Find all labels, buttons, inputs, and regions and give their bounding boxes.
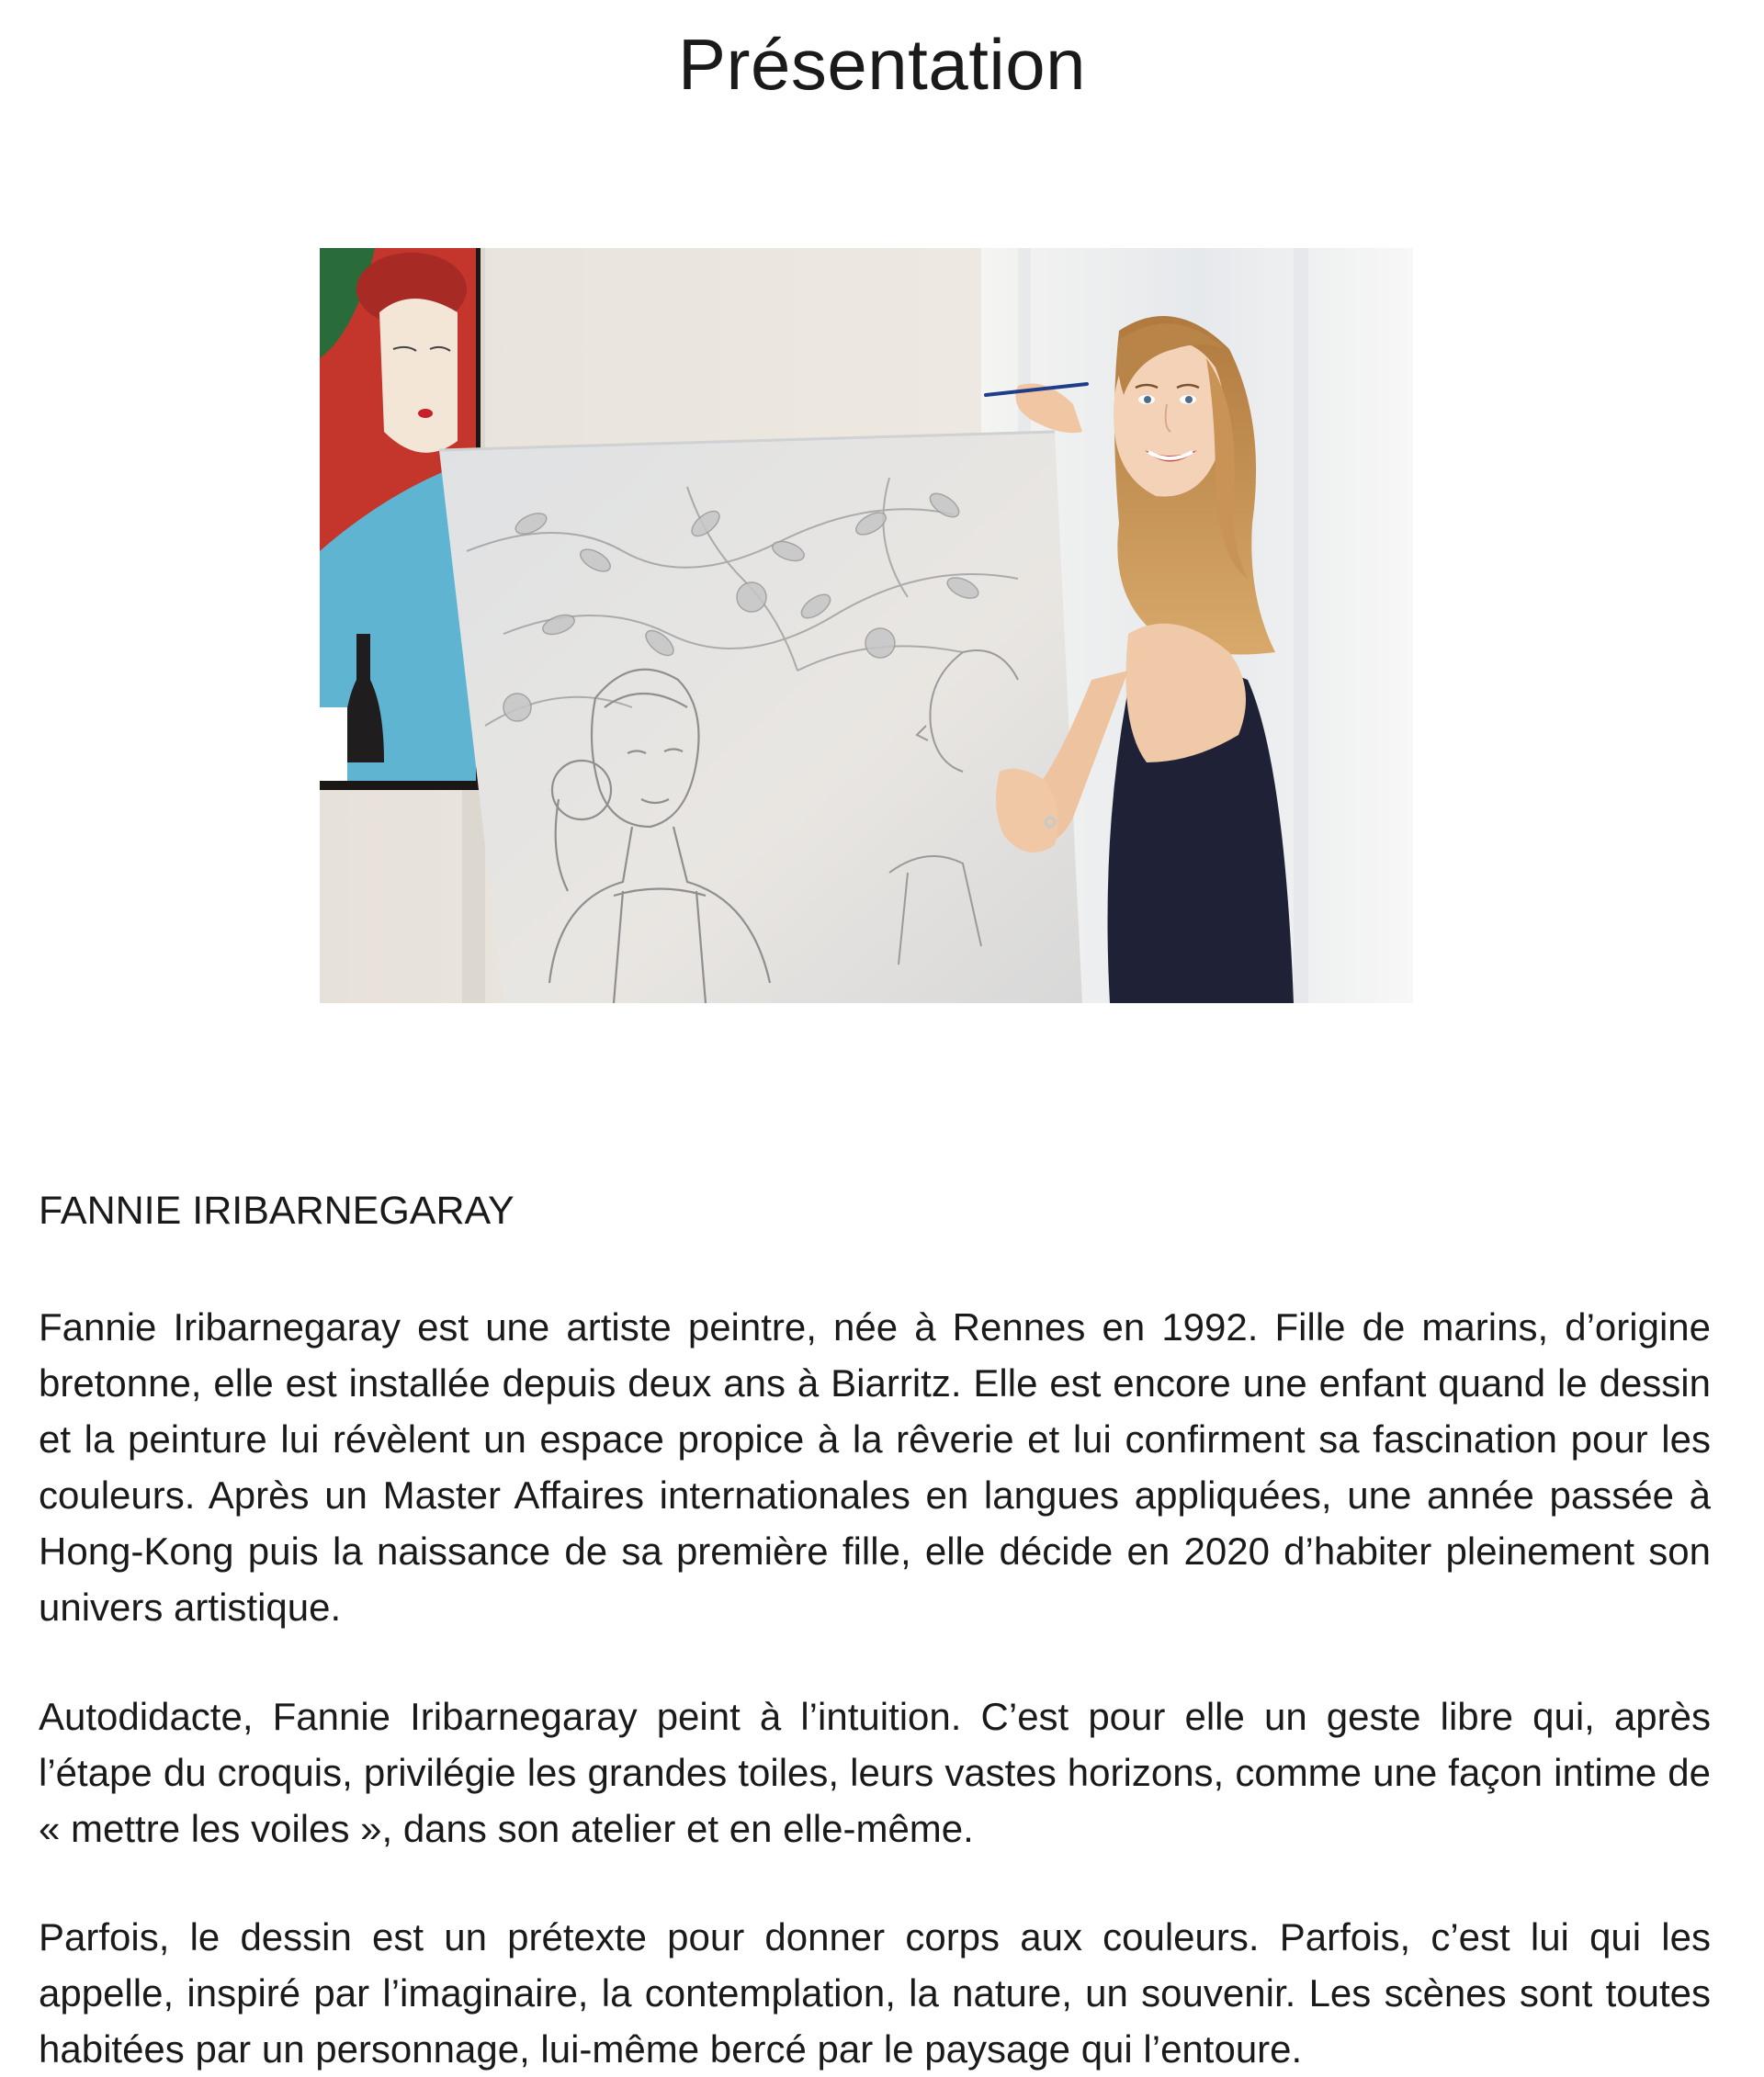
bio-paragraph-3: Parfois, le dessin est un prétexte pour donner corps aux couleurs. Parfois, c’est lui qui les appelle, inspiré par l’imaginaire, la contemplation, la nature, un souvenir. Les scènes sont toutes habitées par un personnage, lui-même bercé par le paysage qui l’entoure. (39, 1915, 1711, 2071)
drawing-canvas (439, 432, 1082, 1003)
artist-photo-illustration (320, 248, 1413, 1003)
artist-name: FANNIE IRIBARNEGARAY (39, 1189, 514, 1233)
artist-photo (320, 248, 1413, 1003)
bio-paragraph-1: Fannie Iribarnegaray est une artiste peintre, née à Rennes en 1992. Fille de marins, d’origine bretonne, elle est installée depuis deux ans à Biarritz. Elle est encore une enfant quand le dessin et la peinture lui révèlent un espace propice à la rêverie et lui confirment sa fascination pour les couleurs. Après un Master Affaires internationales en langues appliquées, une année passée à Hong-Kong puis la naissance de sa première fille, elle décide en 2020 d’habiter pleinement son univers artistique. (39, 1305, 1711, 1629)
page-title: Présentation (678, 24, 1086, 105)
bio-paragraph-2: Autodidacte, Fannie Iribarnegaray peint à l’intuition. C’est pour elle un geste libre qui, après l’étape du croquis, privilégie les grandes toiles, leurs vastes horizons, comme une façon intime de « mettre les voiles », dans son atelier et en elle-même. (39, 1695, 1711, 1850)
